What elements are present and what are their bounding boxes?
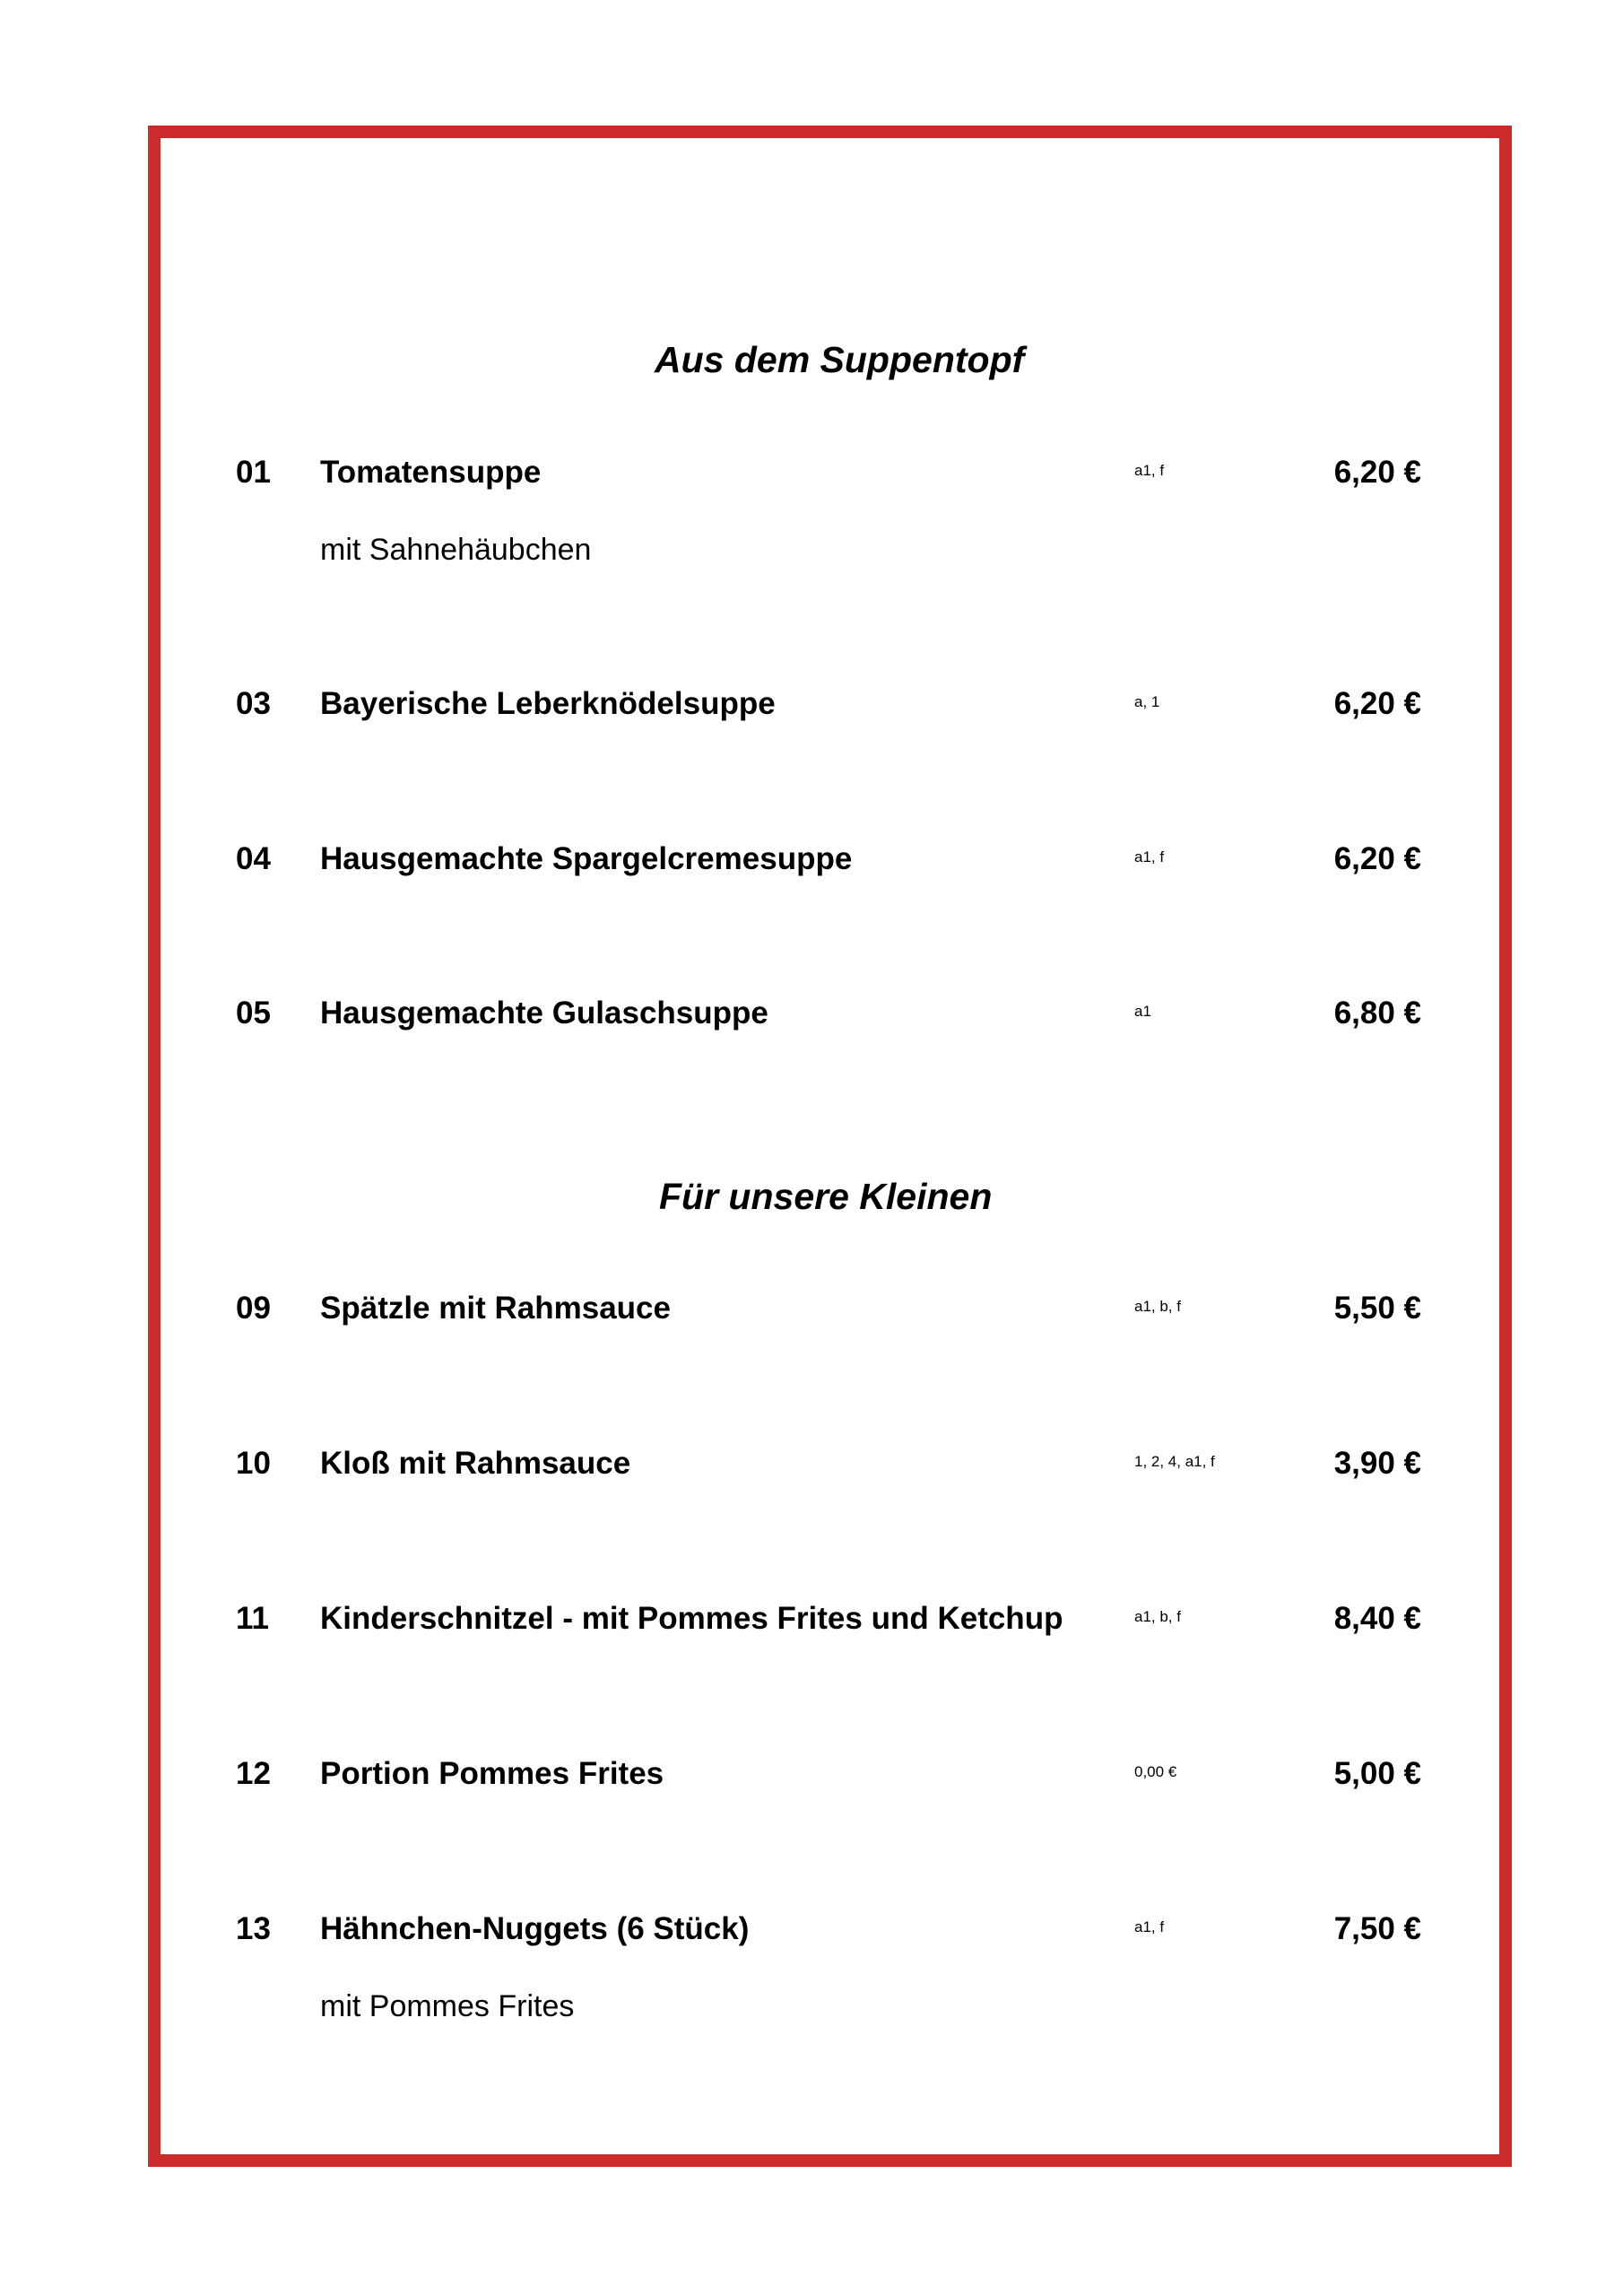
menu-item [0, 1441, 1623, 1486]
item-name: Kinderschnitzel - mit Pommes Frites und Ketchup [320, 1601, 1063, 1636]
item-price: 6,20 € [1333, 686, 1421, 721]
item-number: 03 [236, 686, 271, 721]
item-number: 04 [236, 841, 271, 876]
item-price: 5,00 € [1333, 1756, 1421, 1791]
item-allergens: a1, f [1134, 1918, 1165, 1935]
menu-item [0, 1596, 1623, 1641]
item-number: 11 [236, 1601, 269, 1636]
menu-item [0, 991, 1623, 1036]
item-allergens: a, 1 [1134, 693, 1160, 710]
item-description: mit Sahnehäubchen [320, 533, 592, 567]
item-number: 05 [236, 996, 271, 1031]
item-name: Hähnchen-Nuggets (6 Stück) [320, 1911, 750, 1946]
item-price: 6,20 € [1333, 455, 1421, 490]
item-allergens: a1, b, f [1134, 1608, 1181, 1625]
item-number: 10 [236, 1446, 271, 1481]
item-price: 3,90 € [1333, 1446, 1421, 1481]
item-price: 7,50 € [1333, 1911, 1421, 1946]
item-price: 6,20 € [1333, 841, 1421, 876]
menu-item [0, 1752, 1623, 1796]
menu-item [0, 1907, 1623, 1952]
item-price: 6,80 € [1333, 996, 1421, 1031]
menu-item [0, 1286, 1623, 1331]
item-price: 8,40 € [1333, 1601, 1421, 1636]
item-allergens: 0,00 € [1134, 1763, 1177, 1780]
item-name: Bayerische Leberknödelsuppe [320, 686, 776, 721]
menu-item [0, 682, 1623, 726]
item-allergens: a1, f [1134, 848, 1165, 865]
item-number: 01 [236, 455, 271, 490]
item-name: Hausgemachte Spargelcremesuppe [320, 841, 853, 876]
item-name: Portion Pommes Frites [320, 1756, 664, 1791]
menu-item [0, 837, 1623, 882]
item-name: Hausgemachte Gulaschsuppe [320, 996, 768, 1031]
item-description: mit Pommes Frites [320, 1989, 575, 2023]
item-price: 5,50 € [1333, 1291, 1421, 1326]
menu-border-frame [148, 126, 1512, 2167]
item-name: Kloß mit Rahmsauce [320, 1446, 631, 1481]
menu-item [0, 450, 1623, 495]
item-allergens: a1, f [1134, 462, 1165, 479]
item-name: Spätzle mit Rahmsauce [320, 1291, 671, 1326]
item-allergens: a1 [1134, 1003, 1151, 1020]
item-allergens: 1, 2, 4, a1, f [1134, 1453, 1215, 1470]
item-number: 13 [236, 1911, 271, 1946]
item-allergens: a1, b, f [1134, 1298, 1181, 1315]
item-number: 12 [236, 1756, 271, 1791]
item-number: 09 [236, 1291, 271, 1326]
item-name: Tomatensuppe [320, 455, 542, 490]
